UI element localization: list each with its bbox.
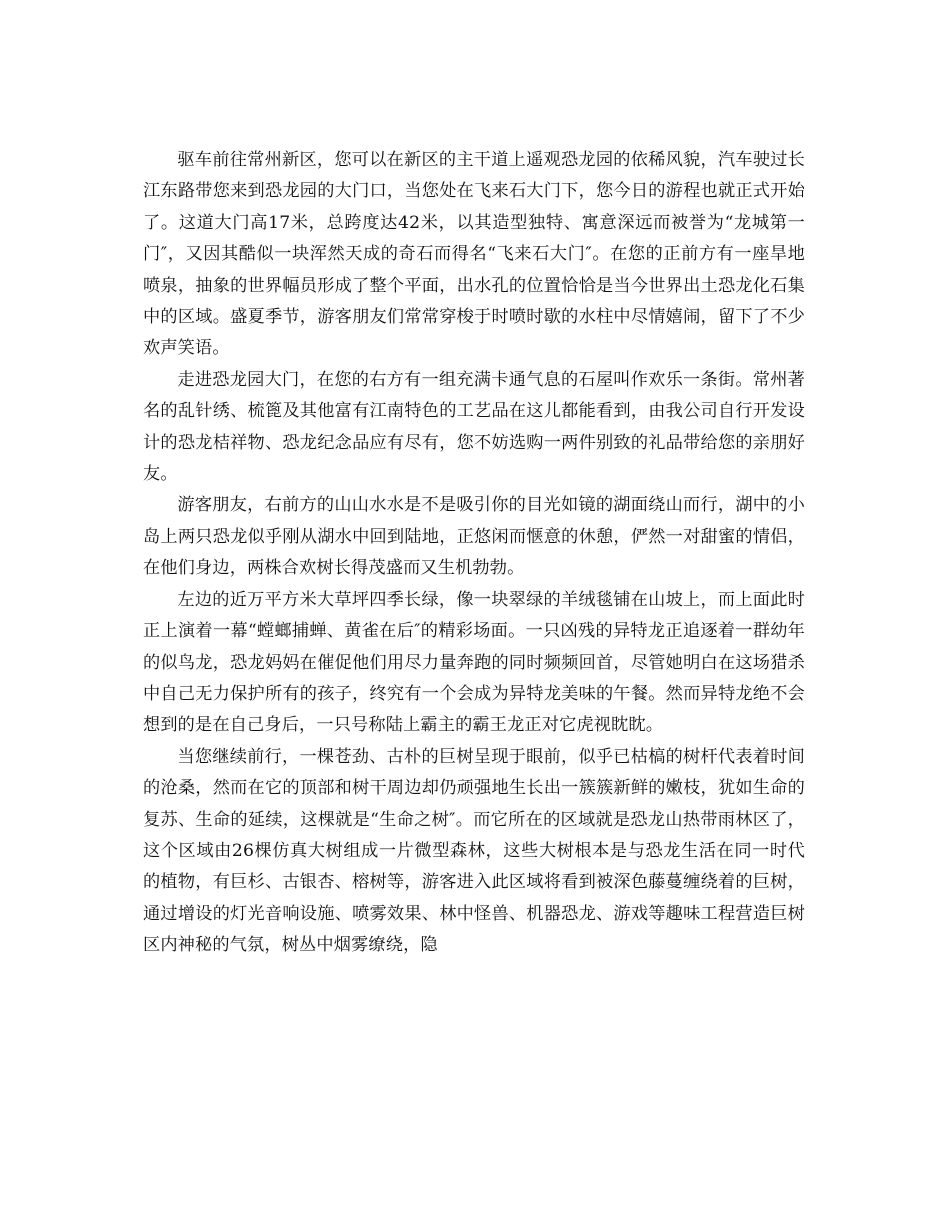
paragraph-tree-of-life: 当您继续前行，一棵苍劲、古朴的巨树呈现于眼前，似乎已枯槁的树杆代表着时间的沧桑，然而在它的顶部和树干周边却仍顽强地生长出一簇簇新鲜的嫩枝，犹如生命的复苏、生命的延续，这棵就是“生命之树″。而它所在的区域就是恐龙山热带雨林区了，这个区域由26棵仿真大树组成一片微型森林，这些大树根本是与恐龙生活在同一时代的植物，有巨杉、古银杏、榕树等，游客进入此区域将看到被深色藤蔓缠绕着的巨树，通过增设的灯光音响设施、喷雾效果、林中怪兽、机器恐龙、游戏等趣味工程营造巨树区内神秘的气氛，树丛中烟雾缭绕，隐: [143, 746, 805, 956]
document-body: [143, 145, 805, 962]
paragraph-happy-street: 走进恐龙园大门，在您的右方有一组充满卡通气息的石屋叫作欢乐一条街。常州著名的乱针绣、梳篦及其他富有江南特色的工艺品在这儿都能看到，由我公司自行开发设计的恐龙桔祥物、恐龙纪念品应有尽有，您不妨选购一两件别致的礼品带给您的亲朋好友。: [143, 369, 805, 485]
paragraph-grass-lawn: 左边的近万平方米大草坪四季长绿，像一块翠绿的羊绒毯铺在山坡上，而上面此时正上演着一幕“螳螂捕蝉、黄雀在后″的精彩场面。一只凶残的异特龙正追逐着一群幼年的似鸟龙，恐龙妈妈在催促他们用尽力量奔跑的同时频频回首，尽管她明白在这场猎杀中自己无力保护所有的孩子，终究有一个会成为异特龙美味的午餐。然而异特龙绝不会想到的是在自己身后，一只号称陆上霸主的霸王龙正对它虎视眈眈。: [143, 589, 805, 736]
paragraph-entrance-gate: 驱车前往常州新区，您可以在新区的主干道上遥观恐龙园的依稀风貌，汽车驶过长江东路带您来到恐龙园的大门口，当您处在飞来石大门下，您今日的游程也就正式开始了。这道大门高17米，总跨度达42米，以其造型独特、寓意深远而被誉为“龙城第一门″，又因其酷似一块浑然天成的奇石而得名“飞来石大门″。在您的正前方有一座旱地喷泉，抽象的世界幅员形成了整个平面，出水孔的位置恰恰是当今世界出土恐龙化石集中的区域。盛夏季节，游客朋友们常常穿梭于时喷时歇的水柱中尽情嬉闹，留下了不少欢声笑语。: [143, 150, 805, 359]
paragraph-lake-island: 游客朋友，右前方的山山水水是不是吸引你的目光如镜的湖面绕山而行，湖中的小岛上两只恐龙似乎刚从湖水中回到陆地，正悠闲而惬意的休憩，俨然一对甜蜜的情侣，在他们身边，两株合欢树长得茂盛而又生机勃勃。: [143, 495, 805, 579]
